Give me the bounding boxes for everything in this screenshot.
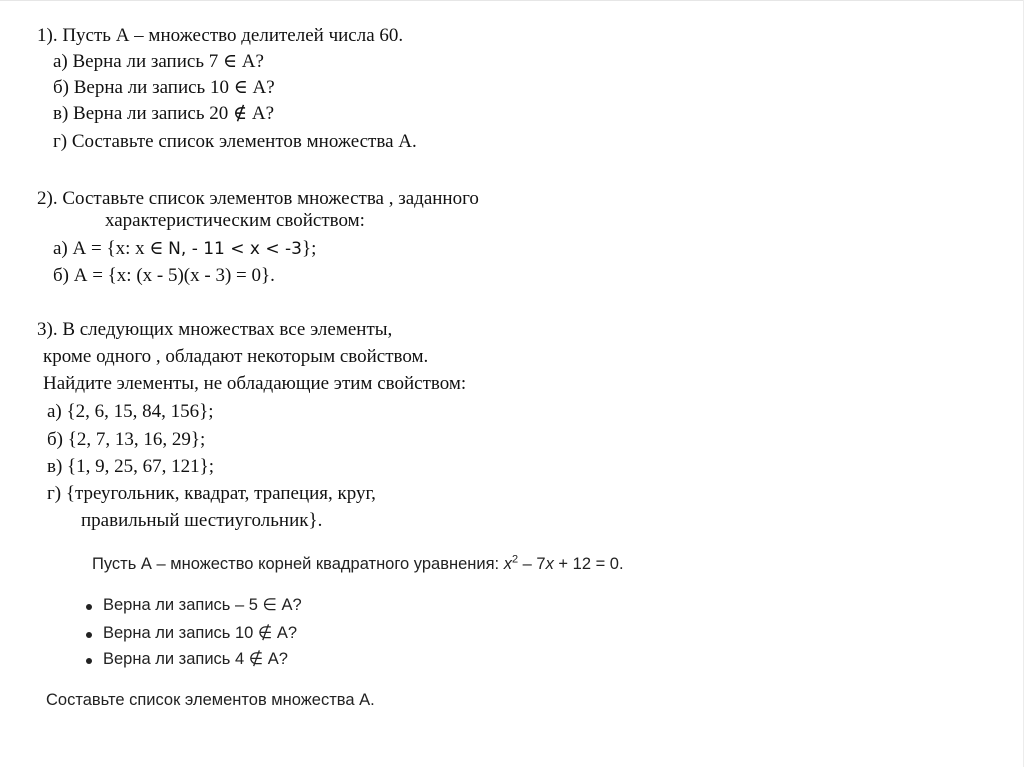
task3-title-line1: 3). В следующих множествах все элементы,	[37, 319, 393, 340]
task2-item-a-pre: а) А = {х: х ∈	[53, 238, 169, 259]
insert-heading-text: Пусть А – множество корней квадратного уравнения:	[92, 555, 504, 573]
task1-item-v: в) Верна ли запись 20 ∉ А?	[53, 103, 274, 124]
task2-item-a-set: N, - 11 < x < -3	[168, 239, 302, 259]
task3-item-b: б) {2, 7, 13, 16, 29};	[47, 429, 206, 450]
insert-item-1: Верна ли запись – 5 ∈ А?	[103, 596, 302, 614]
insert-heading	[92, 554, 624, 574]
task1-title: 1). Пусть А – множество делителей числа 60.	[37, 25, 404, 46]
task1-item-a: а) Верна ли запись 7 ∈ А?	[53, 51, 264, 72]
insert-item-2: Верна ли запись 10 ∉ А?	[103, 624, 298, 642]
task3-title-line2: кроме одного , обладают некоторым свойством.	[43, 346, 429, 367]
task1-item-b: б) Верна ли запись 10 ∈ А?	[53, 77, 275, 98]
task3-item-g-line1: г) {треугольник, квадрат, трапеция, круг,	[47, 483, 376, 504]
task1-item-g: г) Составьте список элементов множества А.	[53, 131, 417, 152]
task2-item-b: б) А = {х: (х - 5)(х - 3) = 0}.	[53, 265, 275, 286]
eq-x2: x	[545, 555, 554, 573]
inserted-task-image	[46, 545, 712, 717]
task2-title-line2: характеристическим свойством:	[105, 210, 365, 231]
eq-tail: + 12 = 0.	[553, 555, 624, 573]
task3-item-v: в) {1, 9, 25, 67, 121};	[47, 456, 215, 477]
task2-item-a-post: };	[301, 238, 317, 259]
insert-item-3: Верна ли запись 4 ∉ А?	[103, 650, 288, 668]
eq-x: x	[503, 555, 512, 573]
task3-item-a: а) {2, 6, 15, 84, 156};	[47, 401, 214, 422]
task3-item-g-line2: правильный шестиугольник}.	[81, 510, 323, 531]
bullet-icon	[86, 658, 92, 664]
bullet-icon	[86, 604, 92, 610]
task3-title-line3: Найдите элементы, не обладающие этим свойством:	[43, 373, 467, 394]
eq-power: 2	[511, 553, 519, 566]
bullet-icon	[86, 632, 92, 638]
top-edge-line	[0, 0, 1024, 1]
eq-mid: – 7	[518, 555, 546, 573]
task2-item-a	[53, 238, 316, 260]
task2-title-line1: 2). Составьте список элементов множества , заданного	[37, 188, 479, 209]
insert-footer: Составьте список элементов множества А.	[46, 691, 375, 709]
